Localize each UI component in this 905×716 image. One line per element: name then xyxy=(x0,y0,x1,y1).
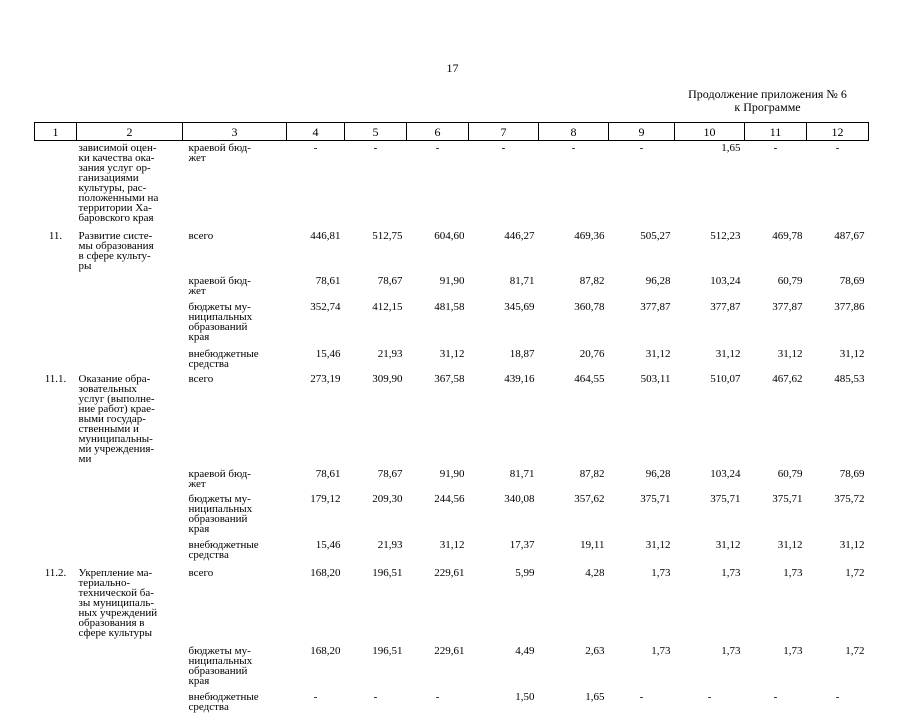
value-cell: 179,12 xyxy=(310,493,341,505)
table-row xyxy=(35,688,869,716)
row-number xyxy=(35,688,77,716)
column-header: 1 xyxy=(35,123,77,141)
value-cell: 196,51 xyxy=(372,645,403,657)
value-cell: 377,87 xyxy=(640,301,671,313)
value-cell: 19,11 xyxy=(580,539,605,551)
value-cell: 31,12 xyxy=(839,348,865,360)
value-cell: - xyxy=(707,691,712,703)
funding-source: внебюджетные средства xyxy=(188,691,259,713)
value-cell: 309,90 xyxy=(372,373,403,385)
table-row xyxy=(35,465,869,490)
value-cell: 510,07 xyxy=(710,373,741,385)
value-cell: - xyxy=(373,691,378,703)
value-cell: 446,81 xyxy=(310,230,341,242)
activity-name: Оказание обра- зовательных услуг (выполне- ние работ) крае- выми государ- ственными и муниципальны- ми учреждения- ми xyxy=(78,373,155,465)
value-cell: 1,73 xyxy=(721,567,741,579)
value-cell: 464,55 xyxy=(574,373,605,385)
value-cell: 360,78 xyxy=(574,301,605,313)
caption-line-1: Продолжение приложения № 6 xyxy=(688,87,847,101)
activity-name xyxy=(77,642,183,688)
value-cell: 512,23 xyxy=(710,230,741,242)
value-cell: 31,12 xyxy=(645,348,671,360)
value-cell: 60,79 xyxy=(777,468,803,480)
appendix-caption xyxy=(660,88,875,114)
table-row xyxy=(35,298,869,343)
column-header: 7 xyxy=(469,123,539,141)
activity-name: зависимой оцен- ки качества ока- зания услуг ор- ганизациями культуры, рас- положенными на территории Ха- баровского края xyxy=(78,142,159,224)
value-cell: - xyxy=(773,691,778,703)
value-cell: 1,73 xyxy=(783,567,803,579)
page-number: 17 xyxy=(446,61,459,75)
value-cell: 91,90 xyxy=(439,468,465,480)
value-cell: 78,67 xyxy=(377,468,403,480)
value-cell: 1,65 xyxy=(585,691,605,703)
row-number xyxy=(35,298,77,343)
table-row xyxy=(35,141,869,228)
funding-source: бюджеты му- ниципальных образований края xyxy=(188,645,253,687)
value-cell: 4,49 xyxy=(515,645,535,657)
value-cell: - xyxy=(501,142,506,154)
column-header: 3 xyxy=(183,123,287,141)
funding-source: краевой бюд- жет xyxy=(188,275,251,297)
funding-source: краевой бюд- жет xyxy=(188,468,251,490)
column-header: 9 xyxy=(609,123,675,141)
table-row xyxy=(35,490,869,536)
value-cell: 18,87 xyxy=(509,348,535,360)
value-cell: 81,71 xyxy=(509,468,535,480)
value-cell: - xyxy=(773,142,778,154)
column-header: 8 xyxy=(539,123,609,141)
value-cell: 439,16 xyxy=(504,373,535,385)
value-cell: 503,11 xyxy=(640,373,671,385)
value-cell: 31,12 xyxy=(777,539,803,551)
value-cell: - xyxy=(835,691,840,703)
value-cell: 4,28 xyxy=(585,567,605,579)
value-cell: 78,69 xyxy=(839,275,865,287)
value-cell: 1,65 xyxy=(721,142,741,154)
value-cell: 78,69 xyxy=(839,468,865,480)
row-number: 11.1. xyxy=(44,373,67,385)
activity-name: Укрепление ма- териально- технической ба- зы муниципаль- ных учреждений образования в сфере культуры xyxy=(78,567,158,639)
value-cell: 487,67 xyxy=(834,230,865,242)
value-cell: - xyxy=(373,142,378,154)
value-cell: 78,61 xyxy=(315,468,341,480)
value-cell: - xyxy=(639,691,644,703)
funding-source: бюджеты му- ниципальных образований края xyxy=(188,301,253,343)
column-header: 10 xyxy=(675,123,745,141)
funding-source: всего xyxy=(188,230,214,242)
value-cell: 17,37 xyxy=(509,539,535,551)
value-cell: 87,82 xyxy=(579,275,605,287)
table-row xyxy=(35,642,869,688)
row-number xyxy=(35,465,77,490)
value-cell: 273,19 xyxy=(310,373,341,385)
table-row xyxy=(35,227,869,272)
activity-name xyxy=(77,272,183,298)
value-cell: 20,76 xyxy=(579,348,605,360)
row-number xyxy=(35,490,77,536)
funding-source: всего xyxy=(188,567,214,579)
value-cell: 196,51 xyxy=(372,567,403,579)
value-cell: 244,56 xyxy=(434,493,465,505)
table-row xyxy=(35,343,869,372)
value-cell: 512,75 xyxy=(372,230,403,242)
value-cell: 1,73 xyxy=(721,645,741,657)
value-cell: 375,71 xyxy=(640,493,671,505)
table-row xyxy=(35,562,869,642)
value-cell: - xyxy=(435,142,440,154)
value-cell: 505,27 xyxy=(640,230,671,242)
funding-source: внебюджетные средства xyxy=(188,539,259,561)
value-cell: 1,73 xyxy=(651,567,671,579)
funding-source: бюджеты му- ниципальных образований края xyxy=(188,493,253,535)
caption-line-2: к Программе xyxy=(734,100,801,114)
value-cell: 1,73 xyxy=(783,645,803,657)
header-row xyxy=(35,123,869,141)
value-cell: 31,12 xyxy=(645,539,671,551)
value-cell: 21,93 xyxy=(377,539,403,551)
row-number: 11.2. xyxy=(44,567,67,579)
activity-name xyxy=(77,536,183,562)
value-cell: 15,46 xyxy=(315,539,341,551)
value-cell: 377,87 xyxy=(710,301,741,313)
value-cell: 604,60 xyxy=(434,230,465,242)
value-cell: 446,27 xyxy=(504,230,535,242)
value-cell: 375,71 xyxy=(772,493,803,505)
activity-name xyxy=(77,465,183,490)
funding-source: всего xyxy=(188,373,214,385)
value-cell: 340,08 xyxy=(504,493,535,505)
value-cell: 31,12 xyxy=(715,539,741,551)
value-cell: 1,73 xyxy=(651,645,671,657)
value-cell: 81,71 xyxy=(509,275,535,287)
value-cell: 31,12 xyxy=(839,539,865,551)
value-cell: 209,30 xyxy=(372,493,403,505)
column-header: 5 xyxy=(345,123,407,141)
value-cell: 31,12 xyxy=(715,348,741,360)
table-row xyxy=(35,536,869,562)
value-cell: 352,74 xyxy=(310,301,341,313)
activity-name xyxy=(77,490,183,536)
value-cell: - xyxy=(313,142,318,154)
value-cell: 1,50 xyxy=(515,691,535,703)
value-cell: 377,86 xyxy=(834,301,865,313)
value-cell: 168,20 xyxy=(310,567,341,579)
activity-name: Развитие систе- мы образования в сфере культу- ры xyxy=(78,230,154,272)
column-header: 6 xyxy=(407,123,469,141)
column-header: 12 xyxy=(807,123,869,141)
funding-source: краевой бюд- жет xyxy=(188,142,251,164)
value-cell: 229,61 xyxy=(434,567,465,579)
value-cell: 103,24 xyxy=(710,468,741,480)
row-number xyxy=(35,536,77,562)
value-cell: 412,15 xyxy=(372,301,403,313)
budget-table xyxy=(34,122,869,716)
value-cell: 377,87 xyxy=(772,301,803,313)
table-row xyxy=(35,372,869,465)
value-cell: 469,36 xyxy=(574,230,605,242)
activity-name xyxy=(77,343,183,372)
value-cell: - xyxy=(313,691,318,703)
value-cell: 168,20 xyxy=(310,645,341,657)
row-number xyxy=(35,272,77,298)
value-cell: 1,72 xyxy=(845,567,865,579)
value-cell: 375,72 xyxy=(834,493,865,505)
value-cell: 78,61 xyxy=(315,275,341,287)
value-cell: 2,63 xyxy=(585,645,605,657)
value-cell: 60,79 xyxy=(777,275,803,287)
value-cell: 103,24 xyxy=(710,275,741,287)
value-cell: 87,82 xyxy=(579,468,605,480)
row-number xyxy=(35,642,77,688)
column-header: 4 xyxy=(287,123,345,141)
value-cell: 31,12 xyxy=(439,539,465,551)
value-cell: 375,71 xyxy=(710,493,741,505)
table-row xyxy=(35,272,869,298)
value-cell: 96,28 xyxy=(645,275,671,287)
value-cell: 96,28 xyxy=(645,468,671,480)
column-header: 2 xyxy=(77,123,183,141)
value-cell: 31,12 xyxy=(439,348,465,360)
value-cell: 481,58 xyxy=(434,301,465,313)
row-number xyxy=(35,343,77,372)
value-cell: 357,62 xyxy=(574,493,605,505)
value-cell: 229,61 xyxy=(434,645,465,657)
column-header: 11 xyxy=(745,123,807,141)
value-cell: - xyxy=(835,142,840,154)
row-number xyxy=(35,141,77,228)
value-cell: - xyxy=(571,142,576,154)
value-cell: - xyxy=(435,691,440,703)
row-number: 11. xyxy=(48,230,63,242)
value-cell: - xyxy=(639,142,644,154)
value-cell: 1,72 xyxy=(845,645,865,657)
activity-name xyxy=(77,688,183,716)
value-cell: 78,67 xyxy=(377,275,403,287)
value-cell: 31,12 xyxy=(777,348,803,360)
value-cell: 469,78 xyxy=(772,230,803,242)
value-cell: 21,93 xyxy=(377,348,403,360)
value-cell: 5,99 xyxy=(515,567,535,579)
activity-name xyxy=(77,298,183,343)
value-cell: 367,58 xyxy=(434,373,465,385)
funding-source: внебюджетные средства xyxy=(188,348,259,370)
value-cell: 345,69 xyxy=(504,301,535,313)
value-cell: 15,46 xyxy=(315,348,341,360)
value-cell: 485,53 xyxy=(834,373,865,385)
value-cell: 91,90 xyxy=(439,275,465,287)
value-cell: 467,62 xyxy=(772,373,803,385)
